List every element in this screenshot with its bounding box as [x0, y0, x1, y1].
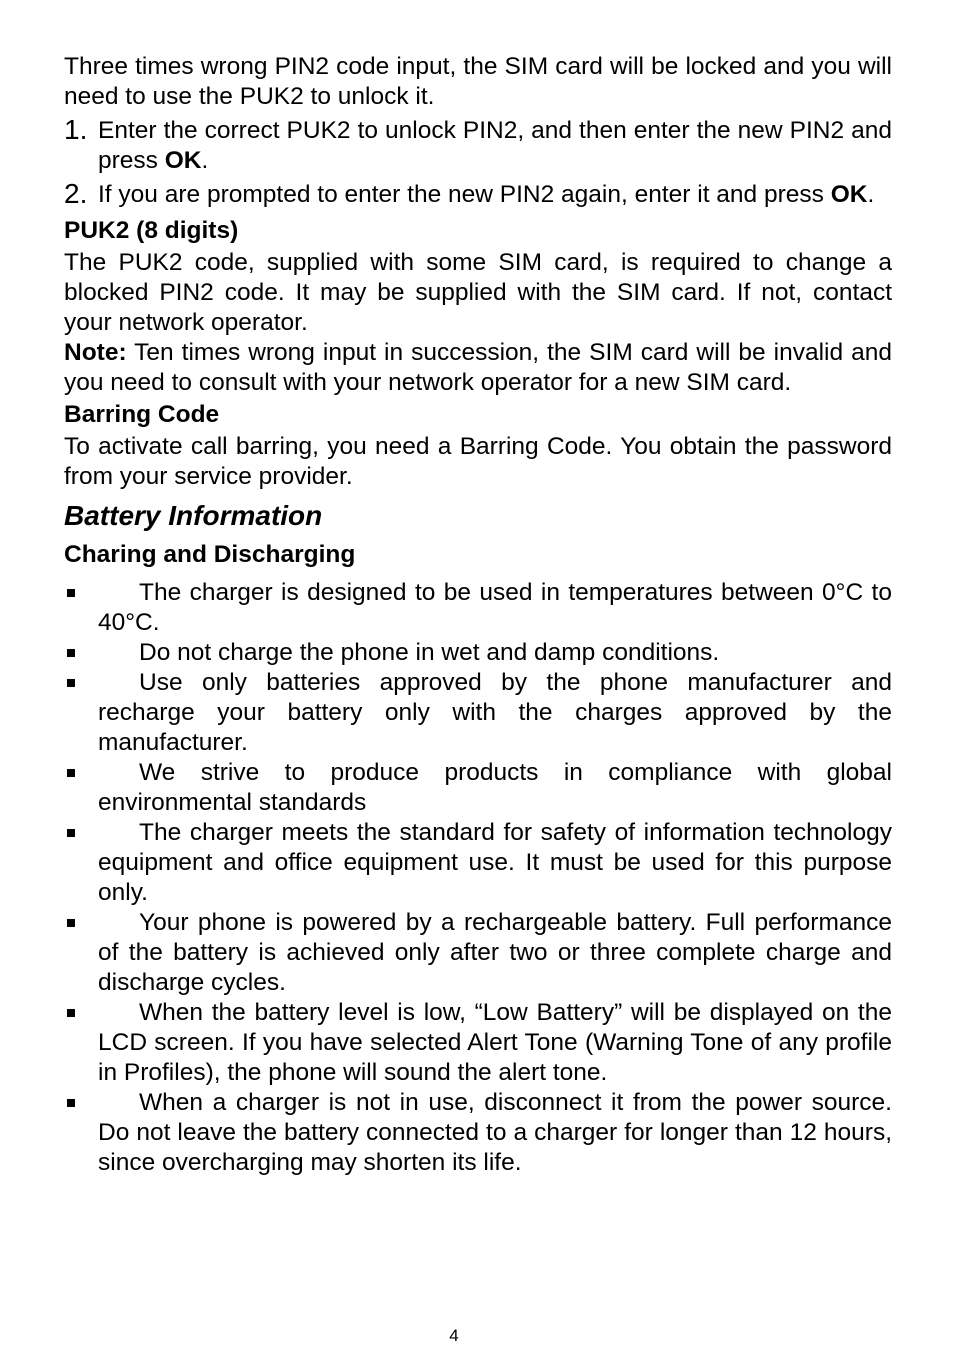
step-text: Enter the correct PUK2 to unlock PIN2, and then enter the new PIN2 and press OK.: [98, 117, 892, 174]
step-item: [64, 116, 892, 176]
bullet-square-icon: [67, 679, 75, 687]
list-item: Use only batteries approved by the phone manufacturer and recharge your battery only with the charges approved by the manufacturer.: [64, 668, 892, 758]
list-item: Your phone is powered by a rechargeable battery. Full performance of the battery is achieved only after two or three complete charge and discharge cycles.: [64, 908, 892, 998]
list-item: When a charger is not in use, disconnect it from the power source. Do not leave the battery connected to a charger for longer than 12 hours, since overcharging may shorten its life.: [64, 1088, 892, 1178]
note-paragraph: [64, 338, 892, 398]
ok-label: OK: [830, 181, 868, 208]
bullet-square-icon: [67, 769, 75, 777]
bullet-list: [64, 578, 892, 1178]
ok-label: OK: [164, 147, 202, 174]
list-item: We strive to produce products in compliance with global environmental standards: [64, 758, 892, 818]
charging-subheading: Charing and Discharging: [64, 541, 356, 568]
battery-title: Battery Information: [64, 500, 323, 531]
list-item: The charger is designed to be used in temperatures between 0°C to 40°C.: [64, 578, 892, 638]
bullet-square-icon: [67, 829, 75, 837]
barring-body: To activate call barring, you need a Barring Code. You obtain the password from your service provider.: [64, 433, 892, 490]
puk2-body: The PUK2 code, supplied with some SIM card, is required to change a blocked PIN2 code. It may be supplied with the SIM card. If not, contact your network operator.: [64, 249, 892, 336]
bullet-square-icon: [67, 1009, 75, 1017]
intro-paragraph: Three times wrong PIN2 code input, the SIM card will be locked and you will need to use the PUK2 to unlock it.: [64, 53, 892, 110]
step-number: 2.: [64, 178, 88, 209]
bullet-square-icon: [67, 919, 75, 927]
bullet-square-icon: [67, 649, 75, 657]
step-item: [64, 180, 892, 210]
document-page: [64, 52, 892, 1345]
bullet-square-icon: [67, 589, 75, 597]
step-number: 1.: [64, 114, 88, 145]
list-item: The charger meets the standard for safety of information technology equipment and office equipment use. It must be used for this purpose only.: [64, 818, 892, 908]
barring-heading: Barring Code: [64, 401, 220, 428]
note-label: Note:: [64, 339, 127, 366]
step-text: If you are prompted to enter the new PIN2 again, enter it and press OK.: [98, 181, 875, 208]
list-item: When the battery level is low, “Low Battery” will be displayed on the LCD screen. If you have selected Alert Tone (Warning Tone of any profile in Profiles), the phone will sound the alert tone.: [64, 998, 892, 1088]
puk2-heading: PUK2 (8 digits): [64, 217, 239, 244]
page-number: 4: [449, 1326, 459, 1345]
list-item: Do not charge the phone in wet and damp conditions.: [64, 638, 892, 668]
bullet-square-icon: [67, 1099, 75, 1107]
note-text: Ten times wrong input in succession, the SIM card will be invalid and you need to consult with your network operator for a new SIM card.: [64, 339, 892, 396]
